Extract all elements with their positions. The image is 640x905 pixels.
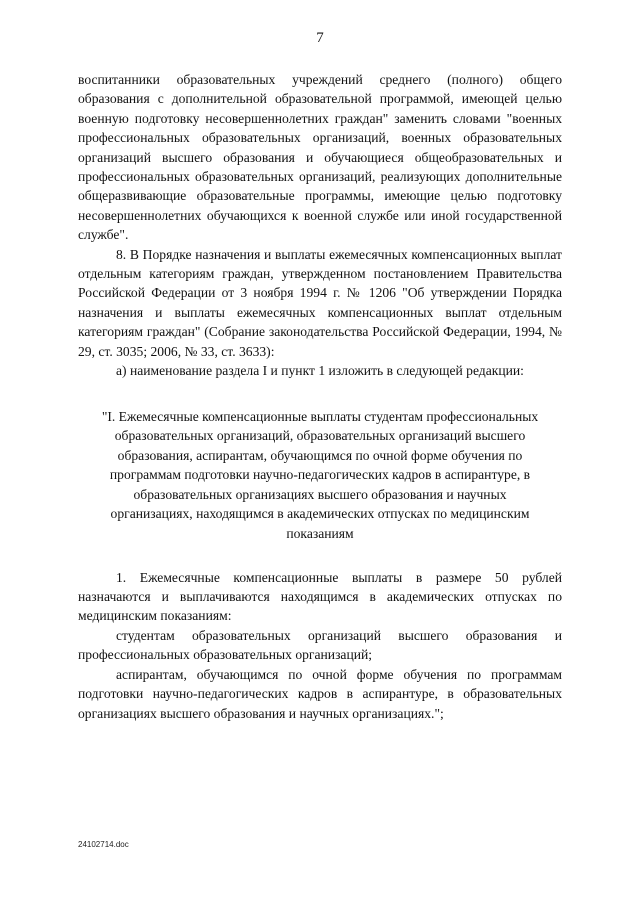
paragraph-postgraduates: аспирантам, обучающимся по очной форме обучения по программам подготовки научно-педагогических кадров в аспирантуре, в образовательных организациях высшего образования и научных организациях."; bbox=[78, 666, 562, 721]
paragraph-item-8: 8. В Порядке назначения и выплаты ежемесячных компенсационных выплат отдельным категориям граждан, утвержденном постановлением Правительства Российской Федерации от 3 ноября 1994 г. № 1206 "Об утверждении Порядка назначения и выплаты ежемесячных компенсационных выплат отдельным категориям граждан" (Собрание законодательства Российской Федерации, 1994, № 29, ст. 3035; 2006, № 33, ст. 3633): bbox=[78, 246, 562, 359]
paragraph-point-1: 1. Ежемесячные компенсационные выплаты в размере 50 рублей назначаются и выплачиваются находящимся в академических отпусках по медицинским показаниям: bbox=[78, 569, 562, 624]
document-body bbox=[78, 70, 562, 723]
document-file-code: 24102714.doc bbox=[78, 840, 129, 849]
paragraph-subitem-a: а) наименование раздела I и пункт 1 изложить в следующей редакции: bbox=[116, 363, 524, 379]
paragraph-continuation: воспитанники образовательных учреждений среднего (полного) общего образования с дополнительной образовательной программой, имеющей целью военную подготовку несовершеннолетних граждан" заменить словами "военных профессиональных образовательных организаций, военных образовательных организаций высшего образования и обучающиеся общеобразовательных и профессиональных образовательных организаций, реализующих дополнительные общеразвивающие образовательные программы, имеющие целью подготовку несовершеннолетних обучающихся к военной службе или иной государственной службе". bbox=[78, 72, 562, 243]
page-number: 7 bbox=[316, 30, 324, 46]
paragraph-students: студентам образовательных организаций высшего образования и профессиональных образовательных организаций; bbox=[78, 627, 562, 663]
section-heading: "I. Ежемесячные компенсационные выплаты студентам профессиональных образовательных организаций, образовательных организаций высшего образования, аспирантам, обучающимся по очной форме обучения по программам подготовки научно-педагогических кадров в аспирантуре, в образовательных организациях высшего образования и научных организациях, находящимся в академических отпусках по медицинским показаниям bbox=[101, 408, 539, 542]
